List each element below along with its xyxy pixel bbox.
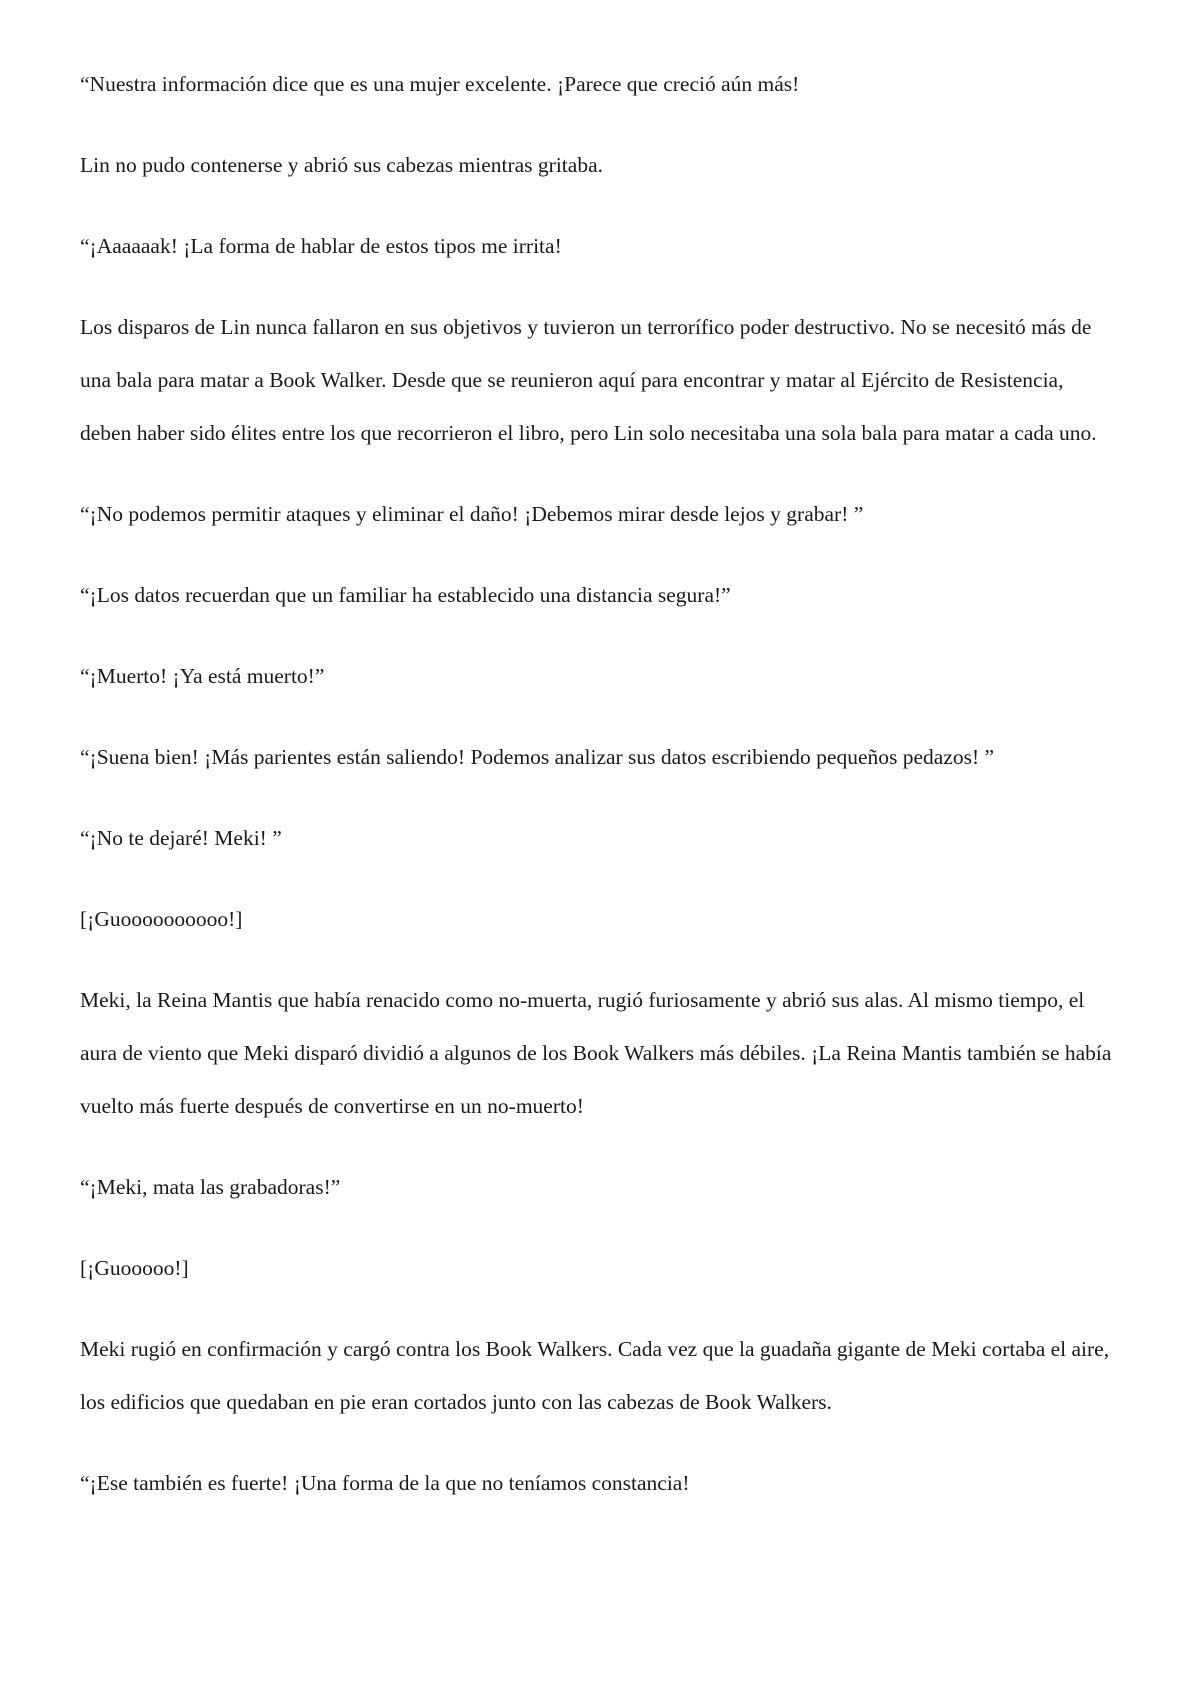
paragraph-roar: [¡Guoooooooooo!]: [80, 907, 243, 931]
paragraph-narration: Los disparos de Lin nunca fallaron en sus objetivos y tuvieron un terrorífico poder destructivo. No se necesitó más de una bala para matar a Book Walker. Desde que se reunieron aquí para encontrar y matar al Ejército de Resistencia, deben haber sido élites entre los que recorrieron el libro, pero Lin solo necesitaba una sola bala para matar a cada uno.: [80, 315, 1097, 445]
paragraph-dialogue: “¡Meki, mata las grabadoras!”: [80, 1175, 341, 1199]
document-body: [80, 58, 1116, 1538]
paragraph-dialogue: “¡Ese también es fuerte! ¡Una forma de la que no teníamos constancia!: [80, 1471, 690, 1495]
paragraph-dialogue: “¡No te dejaré! Meki! ”: [80, 826, 282, 850]
paragraph-narration: Lin no pudo contenerse y abrió sus cabezas mientras gritaba.: [80, 153, 603, 177]
paragraph-narration: Meki rugió en confirmación y cargó contra los Book Walkers. Cada vez que la guadaña gigante de Meki cortaba el aire, los edificios que quedaban en pie eran cortados junto con las cabezas de Book Walkers.: [80, 1337, 1110, 1414]
paragraph-narration: Meki, la Reina Mantis que había renacido como no-muerta, rugió furiosamente y abrió sus alas. Al mismo tiempo, el aura de viento que Meki disparó dividió a algunos de los Book Walkers más débiles. ¡La Reina Mantis también se había vuelto más fuerte después de convertirse en un no-muerto!: [80, 988, 1112, 1118]
paragraph-dialogue: “¡No podemos permitir ataques y eliminar el daño! ¡Debemos mirar desde lejos y grabar! ”: [80, 502, 864, 526]
paragraph-roar: [¡Guooooo!]: [80, 1256, 189, 1280]
paragraph-dialogue: “¡Los datos recuerdan que un familiar ha establecido una distancia segura!”: [80, 583, 731, 607]
paragraph-dialogue: “¡Muerto! ¡Ya está muerto!”: [80, 664, 325, 688]
paragraph-dialogue: “Nuestra información dice que es una mujer excelente. ¡Parece que creció aún más!: [80, 72, 800, 96]
paragraph-dialogue: “¡Aaaaaak! ¡La forma de hablar de estos tipos me irrita!: [80, 234, 562, 258]
paragraph-dialogue: “¡Suena bien! ¡Más parientes están saliendo! Podemos analizar sus datos escribiendo pequeños pedazos! ”: [80, 745, 995, 769]
